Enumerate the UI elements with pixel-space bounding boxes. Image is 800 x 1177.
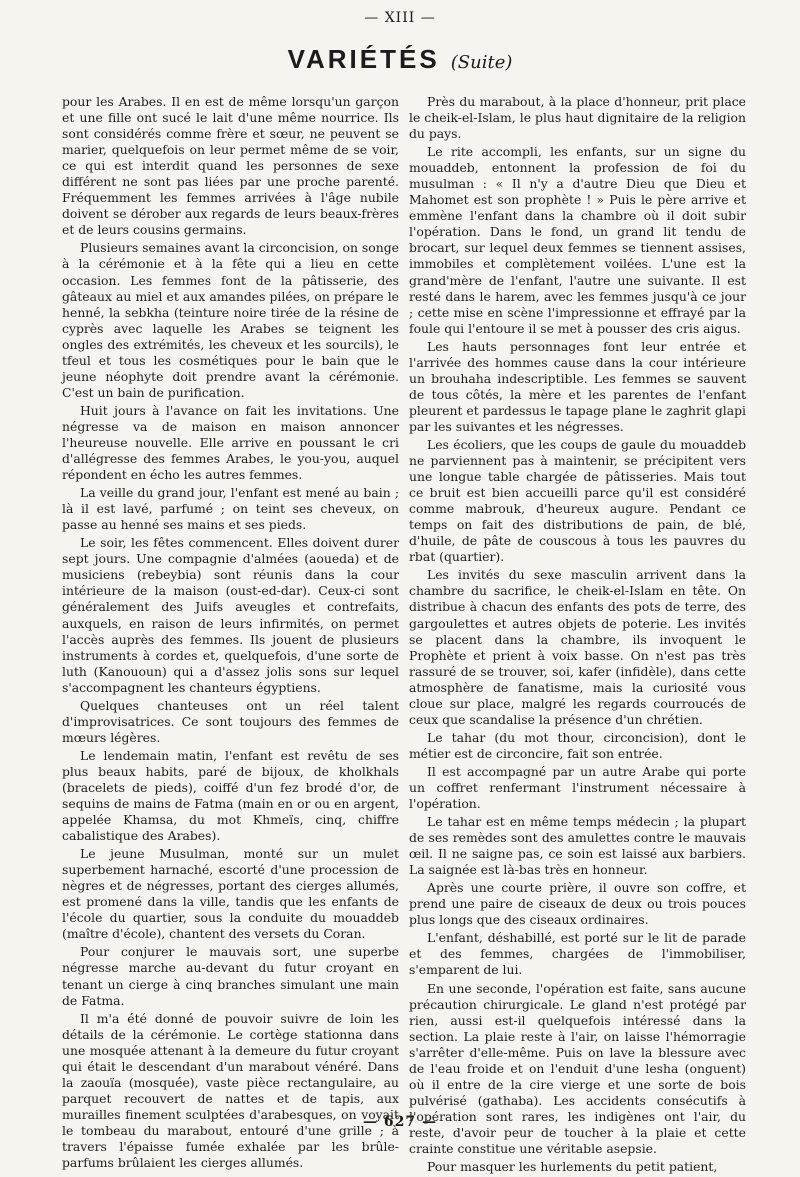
paragraph: Après une courte prière, il ouvre son coffre, et prend une paire de ciseaux de deux ou trois pouces plus longs que des ciseaux ordinaires. [409, 880, 746, 928]
right-column [409, 94, 746, 1177]
paragraph: Les hauts personnages font leur entrée et l'arrivée des hommes cause dans la cour intérieure un brouhaha indescriptible. Les femmes se sauvent de tous côtés, la mère et les parentes de l'enfant pleurent et pardessus le tapage plane le zaghrit glapi par les suivantes et les négresses. [409, 338, 746, 434]
paragraph: Quelques chanteuses ont un réel talent d'improvisatrices. Ce sont toujours des femmes de mœurs légères. [62, 697, 399, 745]
paragraph: Plusieurs semaines avant la circoncision, on songe à la cérémonie et à la fête qui a lieu en cette occasion. Les femmes font de la pâtisserie, des gâteaux au miel et aux amandes pilées, on prépare le henné, la sebkha (teinture noire tirée de la résine de cyprès avec laquelle les Arabes se teignent les ongles des extrémités, les cheveux et les sourcils), le tfeul et tous les cosmétiques pour le bain que le jeune néophyte doit prendre avant la cérémonie. C'est un bain de purification. [62, 240, 399, 400]
paragraph: Pour conjurer le mauvais sort, une superbe négresse marche au-devant du futur croyant en tenant un cierge à cinq branches simulant une main de Fatma. [62, 944, 399, 1008]
title-main: VARIÉTÉS [287, 44, 440, 74]
paragraph: Les invités du sexe masculin arrivent dans la chambre du sacrifice, le cheik-el-Islam en tête. On distribue à chacun des enfants des pots de terre, des gargoulettes et autres objets de poterie. Les invités se placent dans la chambre, ils invoquent le Prophète et prient à voix basse. On n'est pas très rassuré de se trouver, soi, kafer (infidèle), dans cette atmosphère de fanatisme, mais la curiosité vous cloue sur place, malgré les regards courroucés de ceux que scandalise la présence d'un chrétien. [409, 567, 746, 727]
paragraph: Le jeune Musulman, monté sur un mulet superbement harnaché, escorté d'une procession de nègres et de négresses, portant des cierges allumés, est promené dans la ville, tandis que les enfants de l'école du quartier, sous la conduite du mouaddeb (maître d'école), chantent des versets du Coran. [62, 846, 399, 942]
page-number: — 627 — [363, 1114, 437, 1130]
title-subtitle: (Suite) [450, 52, 513, 73]
paragraph: Il est accompagné par un autre Arabe qui porte un coffret renfermant l'instrument nécessaire à l'opération. [409, 763, 746, 812]
roman-page-number: — XIII — [364, 10, 436, 26]
paragraph: Il m'a été donné de pouvoir suivre de loin les détails de la cérémonie. Le cortège stationna dans une mosquée attenant à la demeure du futur croyant qui était le descendant d'un marabout vénéré. Dans la zaouïa (mosquée), vaste pièce rectangulaire, au parquet recouvert de nattes et de tapis, aux murailles finement sculptées d'arabesques, on voyait le tombeau du marabout, entouré d'une grille ; à travers l'épaisse fumée exhalée par les brûle-parfums brûlaient les cierges allumés. [62, 1010, 399, 1171]
paragraph: Le soir, les fêtes commencent. Elles doivent durer sept jours. Une compagnie d'almées (aoueda) et de musiciens (rebeybia) sont réunis dans la cour intérieure de la maison (oust-ed-dar). Ceux-ci sont généralement des Juifs aveugles et contrefaits, auxquels, en raison de leurs infirmités, on permet l'accès auprès des femmes. Ils jouent de plusieurs instruments à cordes et, quelquefois, d'une sorte de luth (Kanououn) qui a d'assez jolis sons sur lequel s'accompagnent les chanteurs égyptiens. [62, 535, 399, 695]
paragraph: Près du marabout, à la place d'honneur, prit place le cheik-el-Islam, le plus haut dignitaire de la religion du pays. [409, 94, 746, 142]
paragraph: Le lendemain matin, l'enfant est revêtu de ses plus beaux habits, paré de bijoux, de kholkhals (bracelets de pieds), coiffé d'un fez brodé d'or, de sequins de mains de Fatma (main en or ou en argent, appelée Khamsa, du mot Khmeïs, cinq, chiffre cabalistique des Arabes). [62, 747, 399, 844]
paragraph: Le tahar (du mot thour, circoncision), dont le métier est de circoncire, fait son entrée. [409, 729, 746, 761]
paragraph: Huit jours à l'avance on fait les invitations. Une négresse va de maison en maison annoncer l'heureuse nouvelle. Elle arrive en poussant le cri d'allégresse des femmes Arabes, le you-you, auquel répondent en écho les autres femmes. [62, 402, 399, 483]
paragraph: Pour masquer les hurlements du petit patient, [427, 1159, 718, 1175]
paragraph: pour les Arabes. Il en est de même lorsqu'un garçon et une fille ont sucé le lait d'une même nourrice. Ils sont considérés comme frère et sœur, ne peuvent se marier, quelquefois on leur permet même de se voir, ce qui est interdit quand les personnes de sexe différent ne sont pas liées par une proche parenté. Fréquemment les femmes arrivées à l'âge nubile doivent se dérober aux regards de leurs beaux-frères et de leurs cousins germains. [62, 94, 399, 238]
paragraph: Le tahar est en même temps médecin ; la plupart de ses remèdes sont des amulettes contre le mauvais œil. Il ne saigne pas, ce soin est laissé aux barbiers. La saignée est là-bas très en honneur. [409, 814, 746, 878]
section-title [0, 44, 800, 75]
paragraph: L'enfant, déshabillé, est porté sur le lit de parade et des femmes, chargées de l'immobiliser, s'emparent de lui. [409, 930, 746, 978]
paragraph: Le rite accompli, les enfants, sur un signe du mouaddeb, entonnent la profession de foi du musulman : « Il n'y a d'autre Dieu que Dieu et Mahomet est son prophète ! » Puis le père arrive et emmène l'enfant dans la chambre où il doit subir l'opération. Dans le fond, un grand lit tendu de brocart, sur lequel deux femmes se tiennent assises, immobiles et complètement voilées. L'une est la grand'mère de l'enfant, l'autre une suivante. Il est resté dans le harem, avec les femmes jusqu'à ce jour ; cette mise en scène l'impressionne et effrayé par la foule qui l'entoure il se met à pousser des cris aigus. [409, 144, 746, 336]
paragraph: Les écoliers, que les coups de gaule du mouaddeb ne parviennent pas à maintenir, se précipitent vers une longue table chargée de pâtisseries. Mais tout ce bruit est bien accueilli parce qu'il est considéré comme mabrouk, d'heureux augure. Pendant ce temps on fait des distributions de pain, de blé, d'huile, de pâte de couscous à tous les pauvres du rbat (quartier). [409, 436, 746, 565]
left-column [62, 94, 399, 1173]
paragraph: En une seconde, l'opération est faite, sans aucune précaution chirurgicale. Le gland n'est protégé par rien, aussi est-il quelquefois intéressé dans la section. La plaie reste à l'air, on laisse l'hémorragie s'arrêter d'elle-même. Puis on lave la blessure avec de l'eau froide et on l'enduit d'une lesha (onguent) où il entre de la cire vierge et une sorte de bois pulvérisé (gathaba). Les accidents consécutifs à l'opération sont rares, les indigènes ont l'air, du reste, d'avoir peur de toucher à la plaie et cette crainte constitue une véritable asepsie. [409, 980, 746, 1156]
paragraph: La veille du grand jour, l'enfant est mené au bain ; là il est lavé, parfumé ; on teint ses cheveux, on passe au henné ses mains et ses pieds. [62, 485, 399, 533]
